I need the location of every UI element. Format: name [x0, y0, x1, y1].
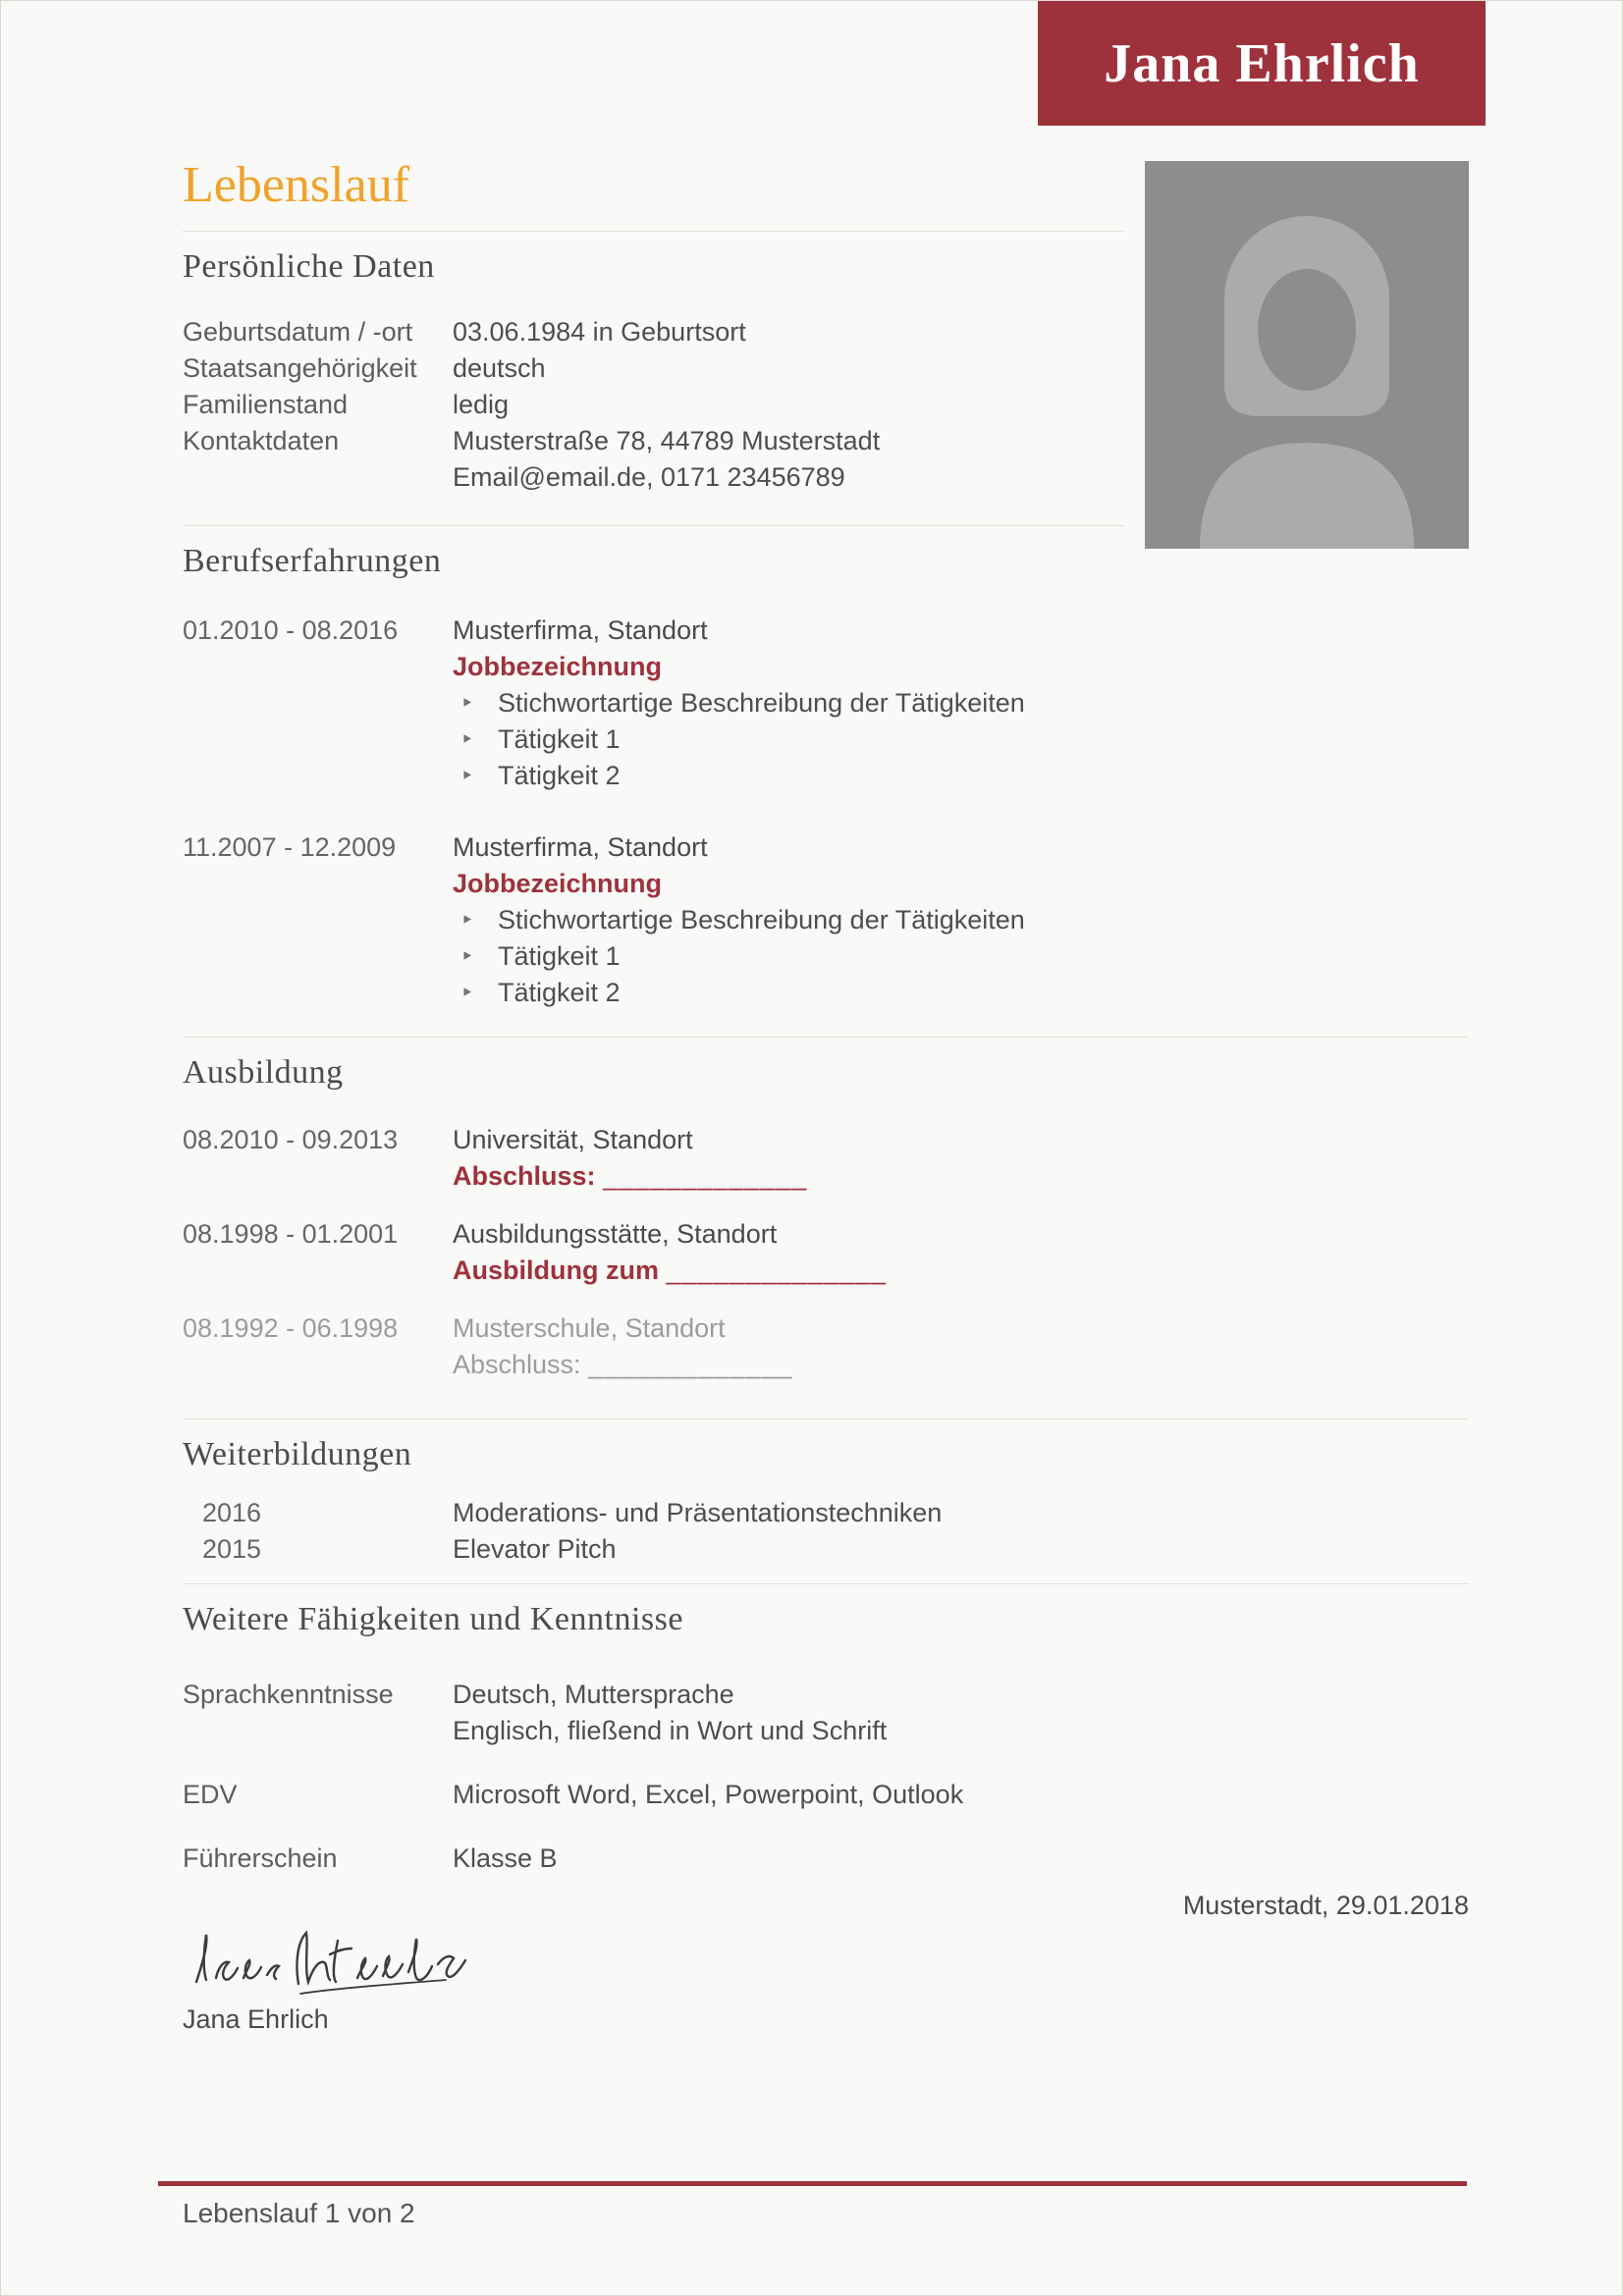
- bullet-item: [453, 721, 1469, 758]
- signature-name: Jana Ehrlich: [183, 2003, 329, 2034]
- bullet-arrow-icon: ‣: [460, 980, 474, 1006]
- skill-line: Englisch, fließend in Wort und Schrift: [453, 1715, 888, 1745]
- section-heading-skills: Weitere Fähigkeiten und Kenntnisse: [183, 1600, 683, 1637]
- personal-data-block: [183, 314, 1469, 496]
- training-title: Elevator Pitch: [453, 1533, 617, 1564]
- bullet-item: [453, 902, 1469, 938]
- job-title: Jobbezeichnung: [453, 869, 663, 899]
- entry-content: [453, 613, 1469, 794]
- field-value: deutsch: [453, 352, 546, 383]
- education-entry: [183, 1122, 1469, 1195]
- degree-label: Abschluss:: [453, 1350, 581, 1380]
- degree-blank: _____________: [588, 1350, 793, 1380]
- entry-period: 08.1992 - 06.1998: [183, 1313, 399, 1344]
- training-year: 2016: [202, 1497, 262, 1527]
- degree-line: [453, 1253, 1469, 1289]
- trainings-block: [183, 1495, 1469, 1568]
- bullet-text: Tätigkeit 2: [498, 761, 621, 791]
- bullet-item: [453, 685, 1469, 721]
- contact-line: Email@email.de, 0171 23456789: [453, 461, 845, 492]
- person-name: Jana Ehrlich: [1104, 32, 1420, 94]
- field-value: [453, 423, 1469, 496]
- company-name: Musterfirma, Standort: [453, 615, 708, 646]
- entry-period: 08.1998 - 01.2001: [183, 1219, 399, 1250]
- entry-content: [453, 1216, 1469, 1289]
- bullet-item: [453, 938, 1469, 975]
- training-row: [183, 1531, 1469, 1568]
- degree-label: Abschluss:: [453, 1161, 596, 1192]
- address-line: Musterstraße 78, 44789 Musterstadt: [453, 425, 881, 455]
- bullet-item: [453, 975, 1469, 1011]
- divider: [183, 1583, 1469, 1584]
- bullet-text: Stichwortartige Beschreibung der Tätigkeiten: [498, 688, 1025, 719]
- school-name: Ausbildungsstätte, Standort: [453, 1219, 778, 1250]
- bullet-item: [453, 758, 1469, 794]
- personal-row: [183, 423, 1469, 496]
- section-heading-personal: Persönliche Daten: [183, 247, 435, 285]
- skill-line: Deutsch, Muttersprache: [453, 1679, 734, 1709]
- school-name: Musterschule, Standort: [453, 1313, 726, 1344]
- bullet-arrow-icon: ‣: [460, 943, 474, 970]
- training-year: 2015: [202, 1533, 262, 1564]
- personal-row: [183, 387, 1469, 423]
- skill-value: [453, 1677, 1469, 1749]
- bullet-arrow-icon: ‣: [460, 763, 474, 789]
- personal-row: [183, 350, 1469, 387]
- entry-period: 08.2010 - 09.2013: [183, 1125, 399, 1155]
- name-banner: [1038, 1, 1486, 126]
- field-value: ledig: [453, 389, 510, 419]
- degree-label: Ausbildung zum: [453, 1255, 659, 1286]
- education-entry: [183, 1216, 1469, 1289]
- date-place: Musterstadt, 29.01.2018: [1182, 1890, 1469, 1920]
- signature-block: [183, 1925, 1469, 2035]
- personal-row: [183, 314, 1469, 350]
- skill-row: [183, 1777, 1469, 1813]
- field-label: Kontaktdaten: [183, 425, 340, 455]
- company-name: Musterfirma, Standort: [453, 832, 708, 863]
- entry-period: 11.2007 - 12.2009: [183, 832, 397, 863]
- skills-block: [183, 1677, 1469, 1877]
- bullet-arrow-icon: ‣: [460, 690, 474, 717]
- experience-entry: [183, 613, 1469, 794]
- bullet-text: Tätigkeit 1: [498, 941, 621, 972]
- entry-content: [453, 1310, 1469, 1383]
- bullet-text: Tätigkeit 1: [498, 724, 621, 755]
- divider: [183, 1037, 1469, 1038]
- skill-label: Sprachkenntnisse: [183, 1679, 394, 1709]
- field-label: Geburtsdatum / -ort: [183, 316, 413, 347]
- skill-value: Klasse B: [453, 1842, 558, 1873]
- job-title: Jobbezeichnung: [453, 652, 663, 682]
- section-heading-education: Ausbildung: [183, 1054, 344, 1092]
- field-label: Familienstand: [183, 389, 349, 419]
- school-name: Universität, Standort: [453, 1125, 693, 1155]
- skill-label: Führerschein: [183, 1842, 338, 1873]
- divider: [183, 231, 1125, 232]
- degree-line: [453, 1158, 1469, 1195]
- entry-content: [453, 1122, 1469, 1195]
- divider: [183, 1418, 1469, 1419]
- degree-blank: _____________: [603, 1161, 808, 1192]
- training-row: [183, 1495, 1469, 1531]
- bullet-text: Stichwortartige Beschreibung der Tätigkeiten: [498, 905, 1025, 935]
- bullet-text: Tätigkeit 2: [498, 978, 621, 1008]
- entry-content: [453, 829, 1469, 1011]
- skill-value: Microsoft Word, Excel, Powerpoint, Outlook: [453, 1779, 964, 1809]
- field-label: Staatsangehörigkeit: [183, 352, 417, 383]
- skill-row: [183, 1841, 1469, 1877]
- education-entry: [183, 1310, 1469, 1383]
- footer-rule: [158, 2181, 1467, 2186]
- experience-entry: [183, 829, 1469, 1011]
- page-title: Lebenslauf: [183, 157, 410, 213]
- signature-image: [183, 1925, 477, 2005]
- entry-period: 01.2010 - 08.2016: [183, 615, 399, 646]
- field-value: 03.06.1984 in Geburtsort: [453, 316, 746, 347]
- section-heading-trainings: Weiterbildungen: [183, 1436, 412, 1473]
- degree-blank: ______________: [666, 1255, 887, 1286]
- training-title: Moderations- und Präsentationstechniken: [453, 1497, 943, 1527]
- bullet-arrow-icon: ‣: [460, 726, 474, 753]
- main-column: [183, 156, 1469, 2035]
- bullet-arrow-icon: ‣: [460, 907, 474, 934]
- divider: [183, 525, 1125, 526]
- skill-label: EDV: [183, 1779, 238, 1809]
- skill-row: [183, 1677, 1469, 1749]
- section-heading-experience: Berufserfahrungen: [183, 542, 442, 579]
- degree-line: [453, 1347, 1469, 1383]
- footer-page-label: Lebenslauf 1 von 2: [183, 2198, 415, 2228]
